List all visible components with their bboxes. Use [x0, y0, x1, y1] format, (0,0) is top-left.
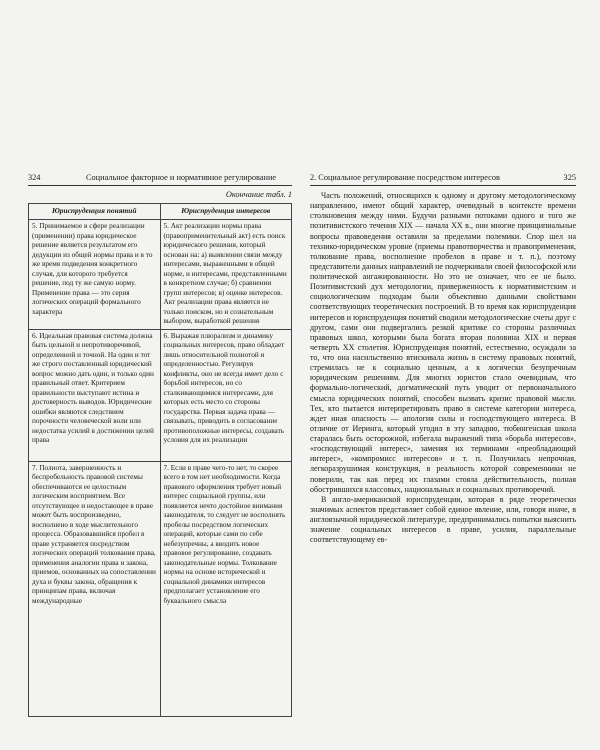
- table-cell: 6. Идеальная правовая система должна быть цельной и непротиворечивой, определенной и точной. На один и тот же строго поставленный юридический вопрос можно дать один, и только один правильный ответ. Критерием правильности выступают истина и достоверность выводов. Юридические ошибки являются следствием порочности человеческой воли или недостатка усилий в достижении целей права: [29, 329, 161, 461]
- header-concepts: Юриспруденция понятий: [29, 204, 161, 220]
- right-running-title: 2. Социальное регулирование посредством интересов: [310, 173, 500, 182]
- left-page: [28, 172, 292, 728]
- right-page-number: 325: [563, 173, 576, 182]
- table-header-row: [29, 204, 292, 220]
- paragraph: В англо-американской юриспруденции, которая в ряде теоретически значимых аспектов представляет собой единое явление, или, говоря иначе, в англоязычной юридической литературе, предпринимались попытки выяснить значение социальных интересов в праве, усилия, параллельные соответствующему ев-: [310, 494, 576, 545]
- table-row: [29, 461, 292, 716]
- left-page-number: 324: [28, 173, 41, 182]
- left-running-title: Социальное факторное и нормативное регулирование: [86, 173, 277, 182]
- right-page: [310, 172, 576, 728]
- table-cell: 7. Если в праве чего-то нет, то скорее всего в том нет необходимости. Когда правового оформления требует новый интерес социальной группы, или появляется нечто достойное внимания законодателя, то следует не восполнять пробелы посредством логических операций, которые сами по себе небезупречны, а вводить новое правовое регулирование, создавать законодательные нормы. Толкование нормы на основе исторической и социальной динамики интересов предполагает установление его буквального смысла: [160, 461, 292, 716]
- comparison-table: [28, 203, 292, 717]
- table-row: [29, 220, 292, 330]
- table-cell: 7. Полнота, завершенность и беспробельность правовой системы обеспечиваются ее целостным логическим восприятием. Все отсутствующее и недостающее в праве может быть воспроизведено, восполнено в ходе мыслительного процесса. Образовавшийся пробел в праве устраняется посредством логических операций толкования права, применения аналогии права и закона, приемов, основанных на сопоставлении духа и буквы закона, обращения к принципам права, включая международные: [29, 461, 161, 716]
- paragraph: Часть положений, относящихся к одному и другому методологическому направлению, имеют общий характер, очевидный в контексте времени столкновения между ними. Будучи разными потоками одного и того же позитивистского течения XIX — начала XX в., они многие принципиальные вопросы правоведения оставили за пределами полемики. Спор шел на технико-юридическом уровне (приемы правотворчества и правоприменения, толкование права, восполнение пробелов в праве и т. п.), поэтому представители данных направлений не подчеркивали своей философской или политической ангажированности. Но это не означает, что ее не было. Позитивистский дух методологии, приверженность к нормативистским и социологическим подходам были объективно данными свойствами соответствующих теоретических построений. В то время как юриспруденция интересов и юриспруденция понятий сводили методологические счеты друг с другом, сами они подвергались резкой критике со стороны различных правовых школ, которыми была богата вторая половина XIX и первая четверть XX столетия. Юриспруденция понятий, естественно, осуждали за то, что она насильственно втискивала жизнь в систему правовых понятий, стремилась не к социально ценным, а к логически безупречным юридическим решениям. Для многих юристов стало очевидным, что формально-логический, догматический путь уводит от первоначального смысла юридических понятий, способен вызвать кризис правовой мысли. Тех, кто пытается интерпретировать право в системе категории интереса, ждет иная опасность — апология силы и господствующего интереса. В отличие от Иеринга, который угодил в эту западню, тюбингенская школа старалась быть осторожной, избегала выражений типа «борьба интересов», «господствующий интерес», заменяя их терминами «преобладающий интерес», «компромисс интересов» и т. п. Получилась непрочная, легкоразрушимая конструкция, в реальность которой современники не поверили, так как перед их глазами стояла действительность, полная обострившихся классовых, национальных и социальных противоречий.: [310, 191, 576, 494]
- table-cell: 5. Принимаемое в сфере реализации (применении) права юридическое решение является результатом его дедукции из общей нормы права и в то же время подведения конкретного случая, для которого требуется решение, под ту же самую норму. Применение права — это серия логических операций формального характера: [29, 220, 161, 330]
- body-text: [310, 191, 576, 545]
- table-cell: 6. Выражая плюрализм и динамику социальных интересов, право обладает лишь относительной полнотой и определенностью. Регулируя конфликты, оно не всегда имеет дело с борьбой интересов, но со сталкивающимися интересами, для которых есть место со стороны государства. Первая задача права — связывать, приводить в согласование противоположные интересы, создавать условия для их реализации: [160, 329, 292, 461]
- left-running-head: [28, 172, 292, 186]
- header-interests: Юриспруденция интересов: [160, 204, 292, 220]
- right-running-head: [310, 172, 576, 186]
- table-cell: 5. Акт реализации нормы права (правоприменительный акт) есть поиск юридического решения, который основан на: а) выявлении связи между интересами, выраженными в общей норме, и интересами, представленными в конкретном случае; б) сравнении групп интересов; в) оценке интересов. Акт реализации права является не только поиском, но и сознательным выбором, выработкой решения: [160, 220, 292, 330]
- table-caption: Окончание табл. 1: [225, 190, 292, 199]
- table-row: [29, 329, 292, 461]
